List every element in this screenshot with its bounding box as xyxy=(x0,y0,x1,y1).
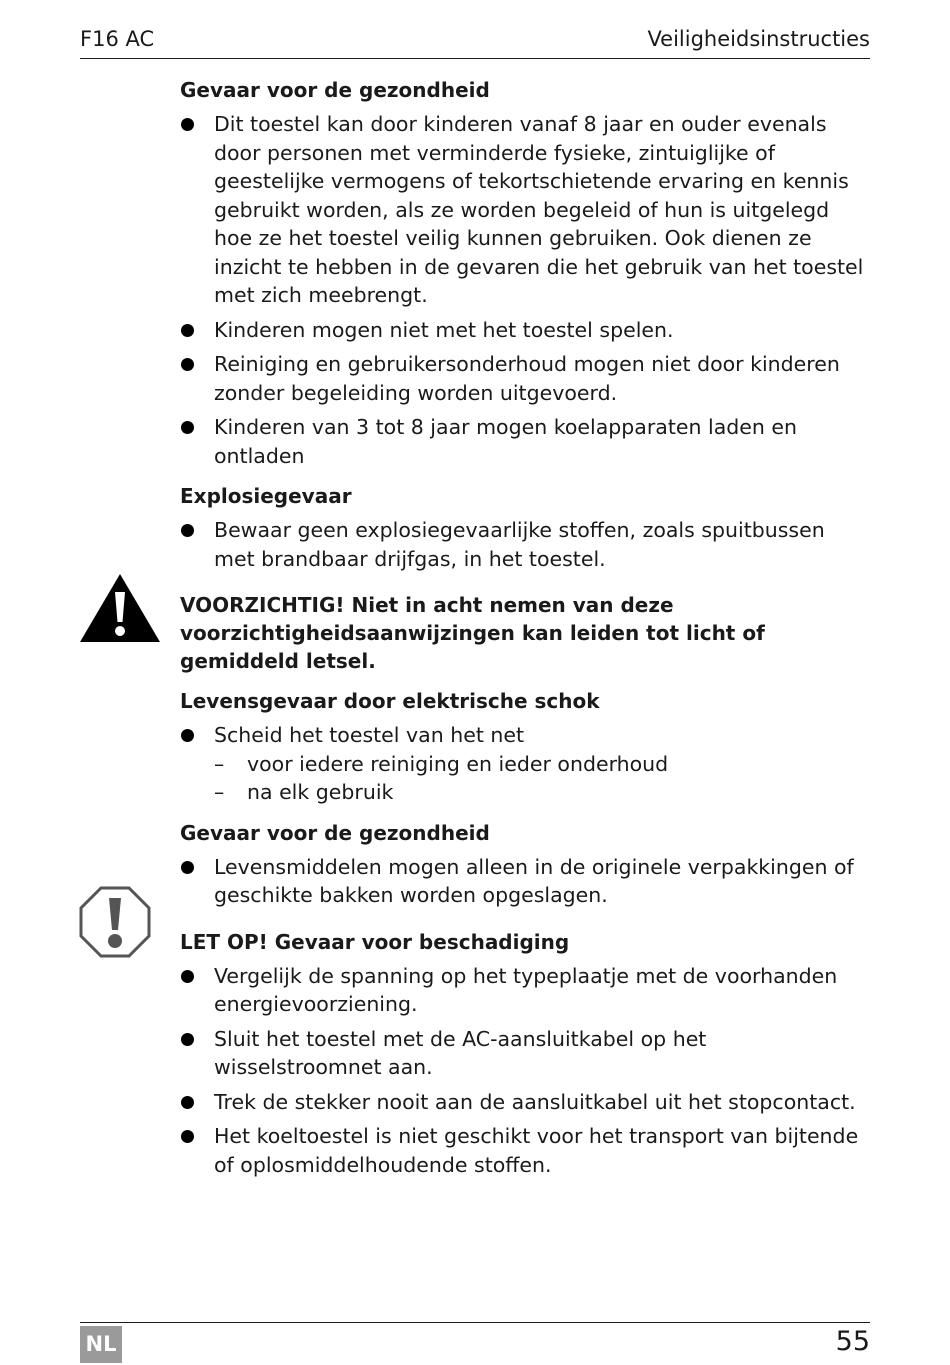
bullet-icon xyxy=(181,861,194,874)
bullet-icon xyxy=(181,970,194,983)
bullet-icon xyxy=(181,1130,194,1143)
bullet-icon xyxy=(181,524,194,537)
explosion-heading: Explosiegevaar xyxy=(180,484,352,508)
bullet-icon xyxy=(181,358,194,371)
caution-text: VOORZICHTIG! Niet in acht nemen van deze voorzichtigheidsaanwijzingen kan leiden tot licht of gemiddeld letsel. xyxy=(180,593,765,673)
shock-list xyxy=(180,721,870,807)
list-item: Het koeltoestel is niet geschikt voor het transport van bijtende of oplosmiddelhoudende stoffen. xyxy=(180,1122,870,1179)
health-list-2 xyxy=(180,853,870,910)
dash-icon: – xyxy=(214,751,225,776)
page-number: 55 xyxy=(835,1326,870,1357)
bullet-icon xyxy=(181,1033,194,1046)
dash-icon: – xyxy=(214,780,225,804)
health-heading-1: Gevaar voor de gezondheid xyxy=(180,78,490,102)
notice-list xyxy=(180,962,870,1180)
octagon-exclamation-icon xyxy=(79,886,151,958)
list-item: Bewaar geen explosiegevaarlijke stoffen, zoals spuitbussen met brandbaar drijfgas, in het toestel. xyxy=(180,516,870,573)
bullet-icon xyxy=(181,324,194,337)
bullet-icon xyxy=(181,729,194,742)
warning-triangle-icon xyxy=(79,572,161,644)
shock-sublist xyxy=(214,750,870,807)
list-item: Sluit het toestel met de AC-aansluitkabel op het wisselstroomnet aan. xyxy=(180,1025,870,1082)
safety-content xyxy=(180,76,870,1191)
sublist-item: – voor iedere reiniging en ieder onderhoud xyxy=(214,750,870,779)
health-heading-2: Gevaar voor de gezondheid xyxy=(180,820,490,845)
shock-heading: Levensgevaar door elektrische schok xyxy=(180,689,600,713)
notice-heading: LET OP! Gevaar voor beschadiging xyxy=(180,929,570,954)
language-badge: NL xyxy=(80,1326,122,1363)
list-item: Vergelijk de spanning op het typeplaatje met de voorhanden energievoorziening. xyxy=(180,962,870,1019)
list-item: Scheid het toestel van het net – voor iedere reiniging en ieder onderhoud – na elk gebruik xyxy=(180,721,870,807)
list-item: Dit toestel kan door kinderen vanaf 8 jaar en ouder evenals door personen met verminderde fysieke, zintuiglijke of geestelijke vermogens of tekortschietende ervaring en kennis gebruikt worden, als ze worden begeleid of hun is uitgelegd hoe ze het toestel veilig kunnen gebruiken. Ook dienen ze inzicht te hebben in de gevaren die het gebruik van het toestel met zich meebrengt. xyxy=(180,110,870,310)
list-item: Trek de stekker nooit aan de aansluitkabel uit het stopcontact. xyxy=(180,1088,870,1117)
header-section-title: Veiligheidsinstructies xyxy=(647,27,870,51)
bullet-icon xyxy=(181,118,194,131)
list-item: Reiniging en gebruikersonderhoud mogen niet door kinderen zonder begeleiding worden uitgevoerd. xyxy=(180,350,870,407)
page-header xyxy=(80,26,870,59)
list-item: Levensmiddelen mogen alleen in de originele verpakkingen of geschikte bakken worden opgeslagen. xyxy=(180,853,870,910)
sublist-item: – na elk gebruik xyxy=(214,778,870,807)
bullet-icon xyxy=(181,1096,194,1109)
list-item: Kinderen van 3 tot 8 jaar mogen koelapparaten laden en ontladen xyxy=(180,413,870,470)
header-model: F16 AC xyxy=(80,27,155,51)
explosion-list xyxy=(180,516,870,573)
page-footer xyxy=(80,1322,870,1363)
list-item: Kinderen mogen niet met het toestel spelen. xyxy=(180,316,870,345)
health-list-1 xyxy=(180,110,870,470)
bullet-icon xyxy=(181,421,194,434)
